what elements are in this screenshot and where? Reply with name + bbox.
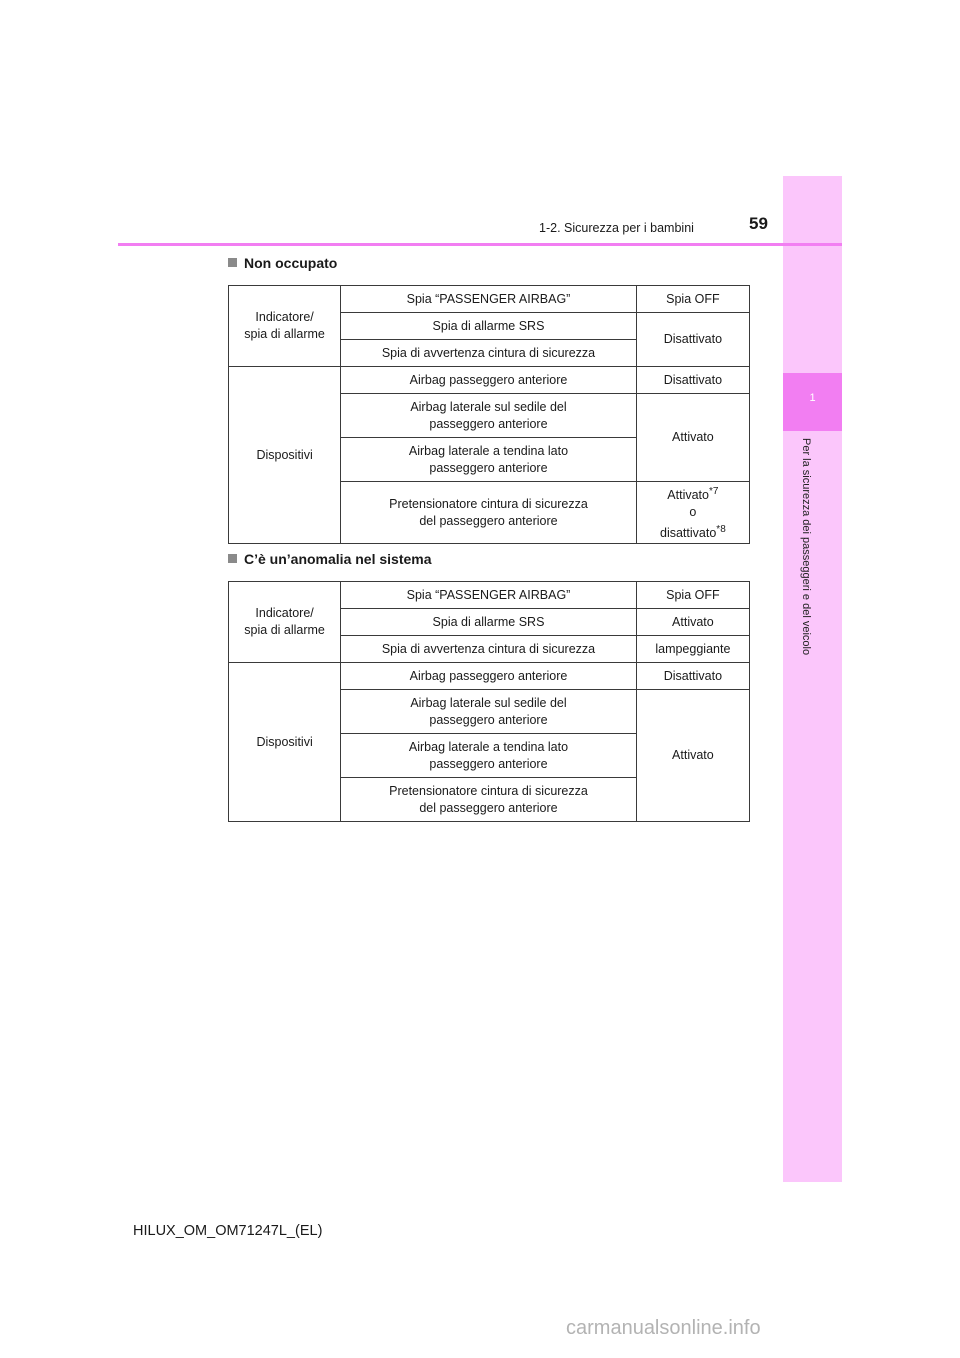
- table-cell: Airbag laterale a tendina lato passeggero anteriore: [341, 734, 637, 778]
- table-cell: Pretensionatore cintura di sicurezza del passeggero anteriore: [341, 482, 637, 544]
- heading-anomalia: [228, 551, 432, 567]
- heading-non-occupato: [228, 255, 337, 271]
- indicator-label: Indicatore/ spia di allarme: [229, 582, 341, 663]
- table-cell: Spia OFF: [636, 582, 749, 609]
- chapter-number: 1: [809, 392, 816, 404]
- square-bullet-icon: [228, 258, 237, 267]
- table-cell: Pretensionatore cintura di sicurezza del passeggero anteriore: [341, 778, 637, 822]
- table-cell: Airbag laterale sul sedile del passeggero anteriore: [341, 394, 637, 438]
- table-cell: Disattivato: [636, 663, 749, 690]
- square-bullet-icon: [228, 554, 237, 563]
- table-cell: Spia OFF: [636, 286, 749, 313]
- table-cell: Spia “PASSENGER AIRBAG”: [341, 286, 637, 313]
- table-cell-pretensioner-state: Attivato$^{*7}$ o disattivato$^{*8}$: [636, 482, 749, 544]
- table-cell: lampeggiante: [636, 636, 749, 663]
- table-cell: Spia di avvertenza cintura di sicurezza: [341, 636, 637, 663]
- state-or: o: [689, 505, 697, 519]
- table-cell: Airbag laterale a tendina lato passeggero anteriore: [341, 438, 637, 482]
- heading-text: Non occupato: [244, 255, 338, 271]
- table-cell: Airbag passeggero anteriore: [341, 663, 637, 690]
- chapter-number-tab: [783, 373, 842, 431]
- table-cell: Spia di allarme SRS: [341, 609, 637, 636]
- table-cell: Airbag passeggero anteriore: [341, 367, 637, 394]
- page-number: 59: [749, 214, 768, 233]
- devices-label: Dispositivi: [229, 663, 341, 822]
- table-cell: Disattivato: [636, 313, 749, 367]
- table-cell: Disattivato: [636, 367, 749, 394]
- indicator-label: Indicatore/ spia di allarme: [229, 286, 341, 367]
- state-disattivato: disattivato: [660, 526, 717, 541]
- status-table-non-occupato: [228, 285, 750, 544]
- chapter-side-tab: [783, 176, 842, 1182]
- header-rule: [118, 243, 842, 246]
- devices-label: Dispositivi: [229, 367, 341, 544]
- state-attivato: Attivato: [667, 488, 709, 502]
- table-cell: Spia di allarme SRS: [341, 313, 637, 340]
- status-table-anomalia: [228, 581, 750, 822]
- table-cell: Attivato: [636, 609, 749, 636]
- table-cell: Airbag laterale sul sedile del passeggero anteriore: [341, 690, 637, 734]
- table-cell: Spia “PASSENGER AIRBAG”: [341, 582, 637, 609]
- heading-text: C’è un’anomalia nel sistema: [244, 551, 432, 567]
- footnote-ref: 8: [720, 524, 726, 535]
- table-cell: Attivato: [636, 690, 749, 822]
- section-title: 1-2. Sicurezza per i bambini: [539, 221, 694, 235]
- watermark: carmanualsonline.info: [566, 1317, 761, 1339]
- table-cell: Spia di avvertenza cintura di sicurezza: [341, 340, 637, 367]
- footer-doc-code: HILUX_OM_OM71247L_(EL): [133, 1223, 323, 1239]
- chapter-title-vertical: Per la sicurezza dei passeggeri e del veicolo: [800, 438, 812, 656]
- table-cell: Attivato: [636, 394, 749, 482]
- footnote-ref: 7: [712, 485, 719, 497]
